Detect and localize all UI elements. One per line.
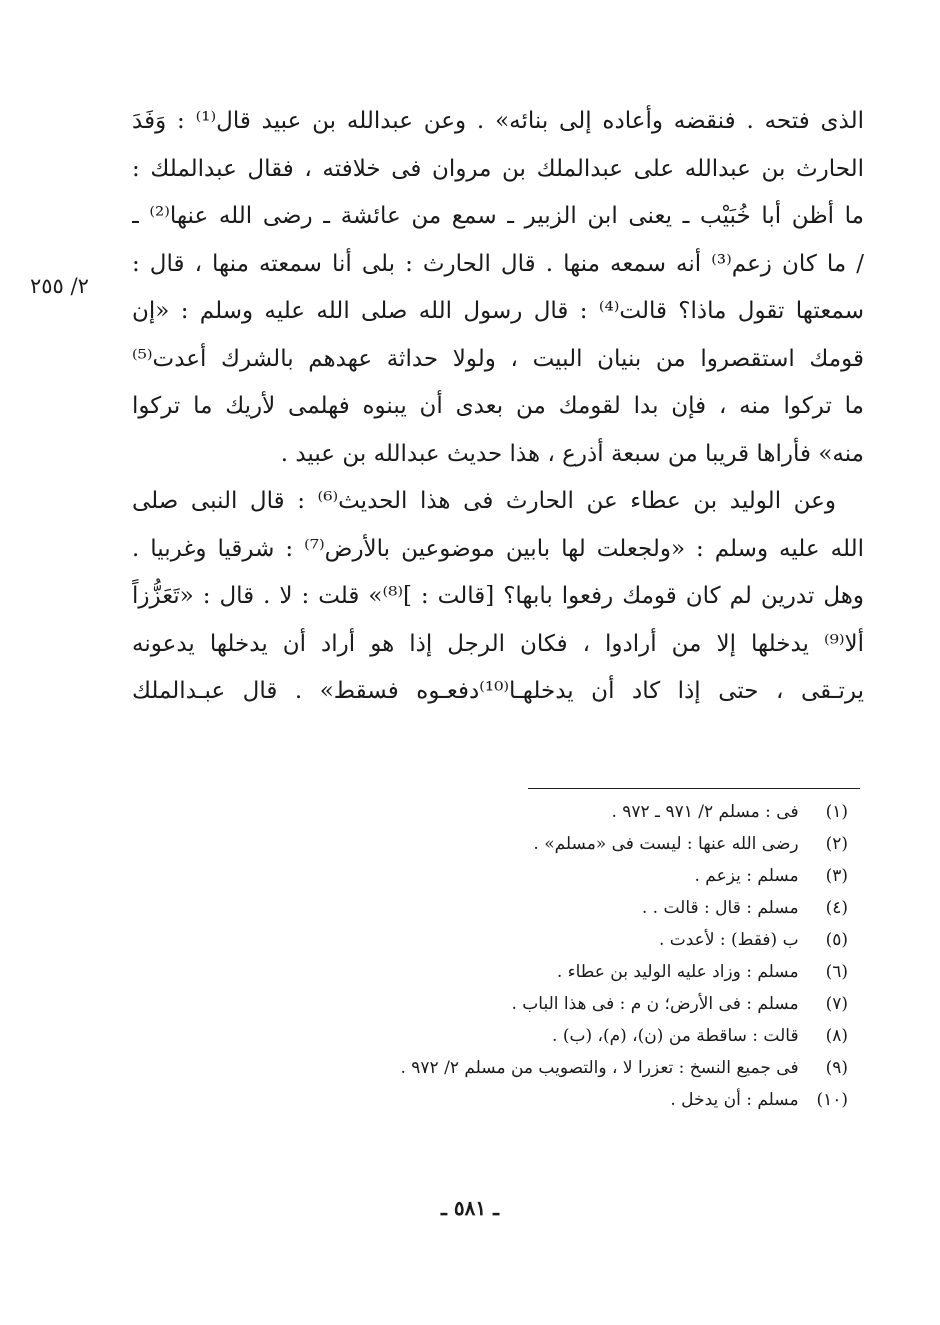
footnote — [300, 796, 848, 828]
footnotes — [300, 796, 848, 1116]
footnote-text: مسلم : فى الأرض؛ ن م : فى هذا الباب . — [511, 994, 799, 1014]
text-line-13: يرتـقى ، حتى إذا كاد أن يدخلهـا⁽¹⁰⁾دفعـوه فسقط» . قال عبـدالملك — [132, 678, 864, 704]
text-line-3: ما أظن أبا خُبَيْب ـ يعنى ابن الزبير ـ سمع من عائشة ـ رضى الله عنها⁽²⁾ ـ — [132, 203, 864, 229]
footnote-text: قالت : ساقطة من (ن)، (م)، (ب) . — [552, 1026, 799, 1046]
footnote-text: مسلم : وزاد عليه الوليد بن عطاء . — [556, 962, 799, 982]
footnote-number: (٣) — [825, 866, 848, 886]
footnote-number: (١) — [825, 802, 848, 822]
margin-page-reference: ٢/ ٢٥٥ — [30, 274, 89, 298]
text-line-5: سمعتها تقول ماذا؟ قالت⁽⁴⁾ : قال رسول الله صلى الله عليه وسلم : «إن — [132, 298, 864, 324]
footnote-number: (١٠) — [816, 1090, 848, 1110]
text-line-8: منه» فأراها قريبا من سبعة أذرع ، هذا حديث عبدالله بن عبيد . — [280, 440, 864, 467]
footnote — [300, 988, 848, 1020]
footnote-number: (٨) — [825, 1026, 848, 1046]
footnote — [300, 924, 848, 956]
footnote — [300, 892, 848, 924]
text-line-9: وعن الوليد بن عطاء عن الحارث فى هذا الحديث⁽⁶⁾ : قال النبى صلى — [132, 488, 836, 514]
footnote-text: فى : مسلم ٢/ ٩٧١ ـ ٩٧٢ . — [611, 802, 799, 822]
footnote — [300, 956, 848, 988]
text-line-4: / ما كان زعم⁽³⁾ أنه سمعه منها . قال الحارث : بلى أنا سمعته منها ، قال : — [132, 250, 864, 277]
footnote-number: (٢) — [825, 834, 848, 854]
footnote — [300, 1052, 848, 1084]
text-line-6: قومك استقصروا من بنيان البيت ، ولولا حداثة عهدهم بالشرك أعدت⁽⁵⁾ — [132, 345, 864, 372]
text-line-12: ألا⁽⁹⁾ يدخلها إلا من أرادوا ، فكان الرجل إذا هو أراد أن يدخلها يدعونه — [132, 630, 864, 657]
main-text — [132, 98, 864, 716]
footnote — [300, 860, 848, 892]
footnote-divider — [528, 788, 860, 789]
footnote-number: (٤) — [825, 898, 848, 918]
footnote-number: (٥) — [825, 930, 848, 950]
footnote-number: (٦) — [825, 962, 848, 982]
footnote-number: (٧) — [825, 994, 848, 1014]
footnote-text: مسلم : أن يدخل . — [670, 1090, 799, 1110]
footnote — [300, 828, 848, 860]
footnote-text: فى جميع النسخ : تعزرا لا ، والتصويب من مسلم ٢/ ٩٧٢ . — [400, 1058, 799, 1078]
footnote-text: مسلم : قال : قالت . . — [641, 898, 799, 918]
text-line-11: وهل تدرين لم كان قومك رفعوا بابها؟ [قالت : ]⁽⁸⁾» قلت : لا . قال : «تَعَزُّزاً — [132, 583, 864, 609]
footnote — [300, 1020, 848, 1052]
text-line-7: ما تركوا منه ، فإن بدا لقومك من بعدى أن يبنوه فهلمى لأريك ما تركوا — [132, 393, 864, 419]
text-line-1: الذى فتحه . فنقضه وأعاده إلى بنائه» . وعن عبدالله بن عبيد قال⁽¹⁾ : وَفَدَ — [132, 108, 864, 134]
footnote-number: (٩) — [825, 1058, 848, 1078]
footnote-text: مسلم : يزعم . — [694, 866, 799, 886]
page-number: ـ ٥٨١ ـ — [441, 1196, 499, 1220]
footnote — [300, 1084, 848, 1116]
footnote-text: رضى الله عنها : ليست فى «مسلم» . — [533, 834, 799, 854]
text-line-10: الله عليه وسلم : «ولجعلت لها بابين موضوعين بالأرض⁽⁷⁾ : شرقيا وغربيا . — [132, 535, 864, 562]
text-line-2: الحارث بن عبدالله على عبدالملك بن مروان فى خلافته ، فقال عبدالملك : — [132, 155, 864, 182]
footnote-text: ب (فقط) : لأعدت . — [658, 930, 799, 950]
